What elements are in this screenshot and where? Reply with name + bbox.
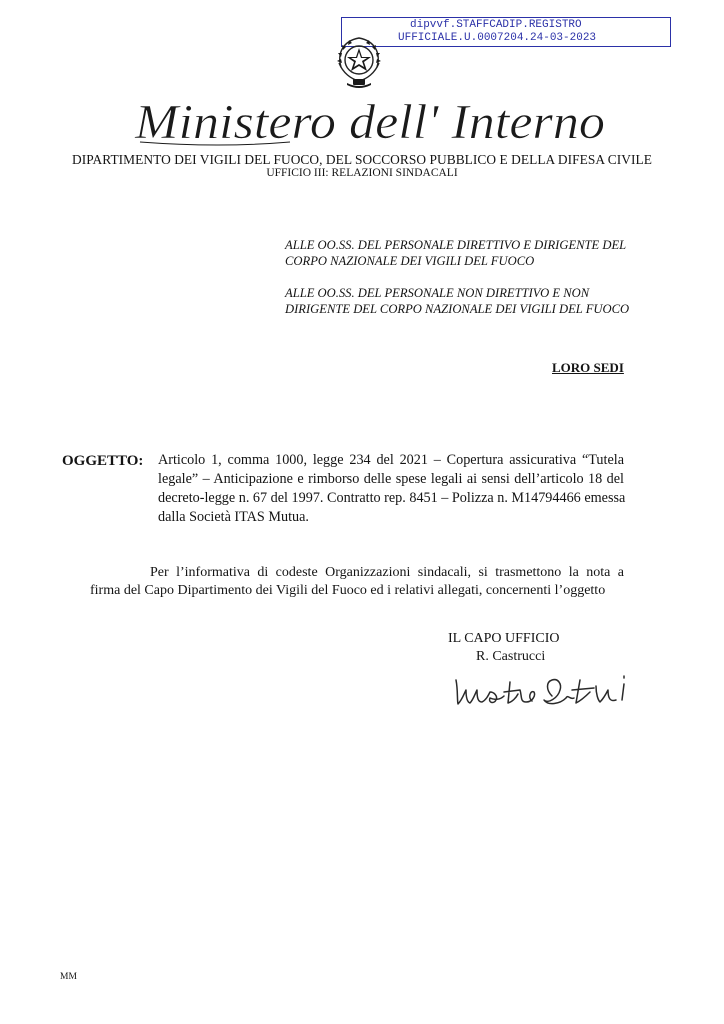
registry-stamp-line1: dipvvf.STAFFCADIP.REGISTRO (410, 19, 582, 31)
registry-stamp-line2: UFFICIALE.U.0007204.24-03-2023 (398, 32, 597, 44)
drafter-initials: MM (60, 972, 77, 982)
recipient-block (285, 285, 680, 317)
recipient-line: ALLE OO.SS. DEL PERSONALE DIRETTIVO E DIRIGENTE DEL (285, 238, 627, 252)
recipient-line: DIRIGENTE DEL CORPO NAZIONALE DEI VIGILI DEL FUOCO (285, 302, 630, 316)
subject-line: legale” – Anticipazione e rimborso delle spese legali ai sensi dell’articolo 18 del (158, 471, 624, 487)
recipient-line: ALLE OO.SS. DEL PERSONALE NON DIRETTIVO E NON (285, 286, 590, 300)
subject-label: OGGETTO: (62, 453, 144, 469)
subject-text (158, 451, 624, 527)
recipient-line: CORPO NAZIONALE DEI VIGILI DEL FUOCO (285, 254, 535, 268)
department-name: DIPARTIMENTO DEI VIGILI DEL FUOCO, DEL SOCCORSO PUBBLICO E DELLA DIFESA CIVILE (72, 152, 652, 167)
loro-sedi: LORO SEDI (552, 360, 624, 375)
italian-republic-emblem-icon (333, 33, 385, 89)
signatory-role: IL CAPO UFFICIO (448, 631, 560, 646)
recipient-block (285, 237, 680, 269)
office-name: UFFICIO III: RELAZIONI SINDACALI (266, 167, 458, 179)
signatory-name: R. Castrucci (476, 649, 546, 664)
handwritten-signature (448, 670, 643, 715)
body-line: Per l’informativa di codeste Organizzazioni sindacali, si trasmettono la nota a (150, 565, 624, 580)
ministry-title-text: Ministero dell' Interno (133, 96, 605, 149)
subject-line: decreto-legge n. 67 del 1997. Contratto rep. 8451 – Polizza n. M14794466 emessa (158, 490, 626, 506)
ministry-title (130, 96, 610, 150)
body-line: firma del Capo Dipartimento dei Vigili del Fuoco ed i relativi allegati, concernenti l’oggetto (90, 583, 606, 598)
subject-line: Articolo 1, comma 1000, legge 234 del 2021 – Copertura assicurativa “Tutela (158, 452, 624, 468)
subject-line: dalla Società ITAS Mutua. (158, 509, 309, 525)
registry-stamp (341, 17, 671, 47)
